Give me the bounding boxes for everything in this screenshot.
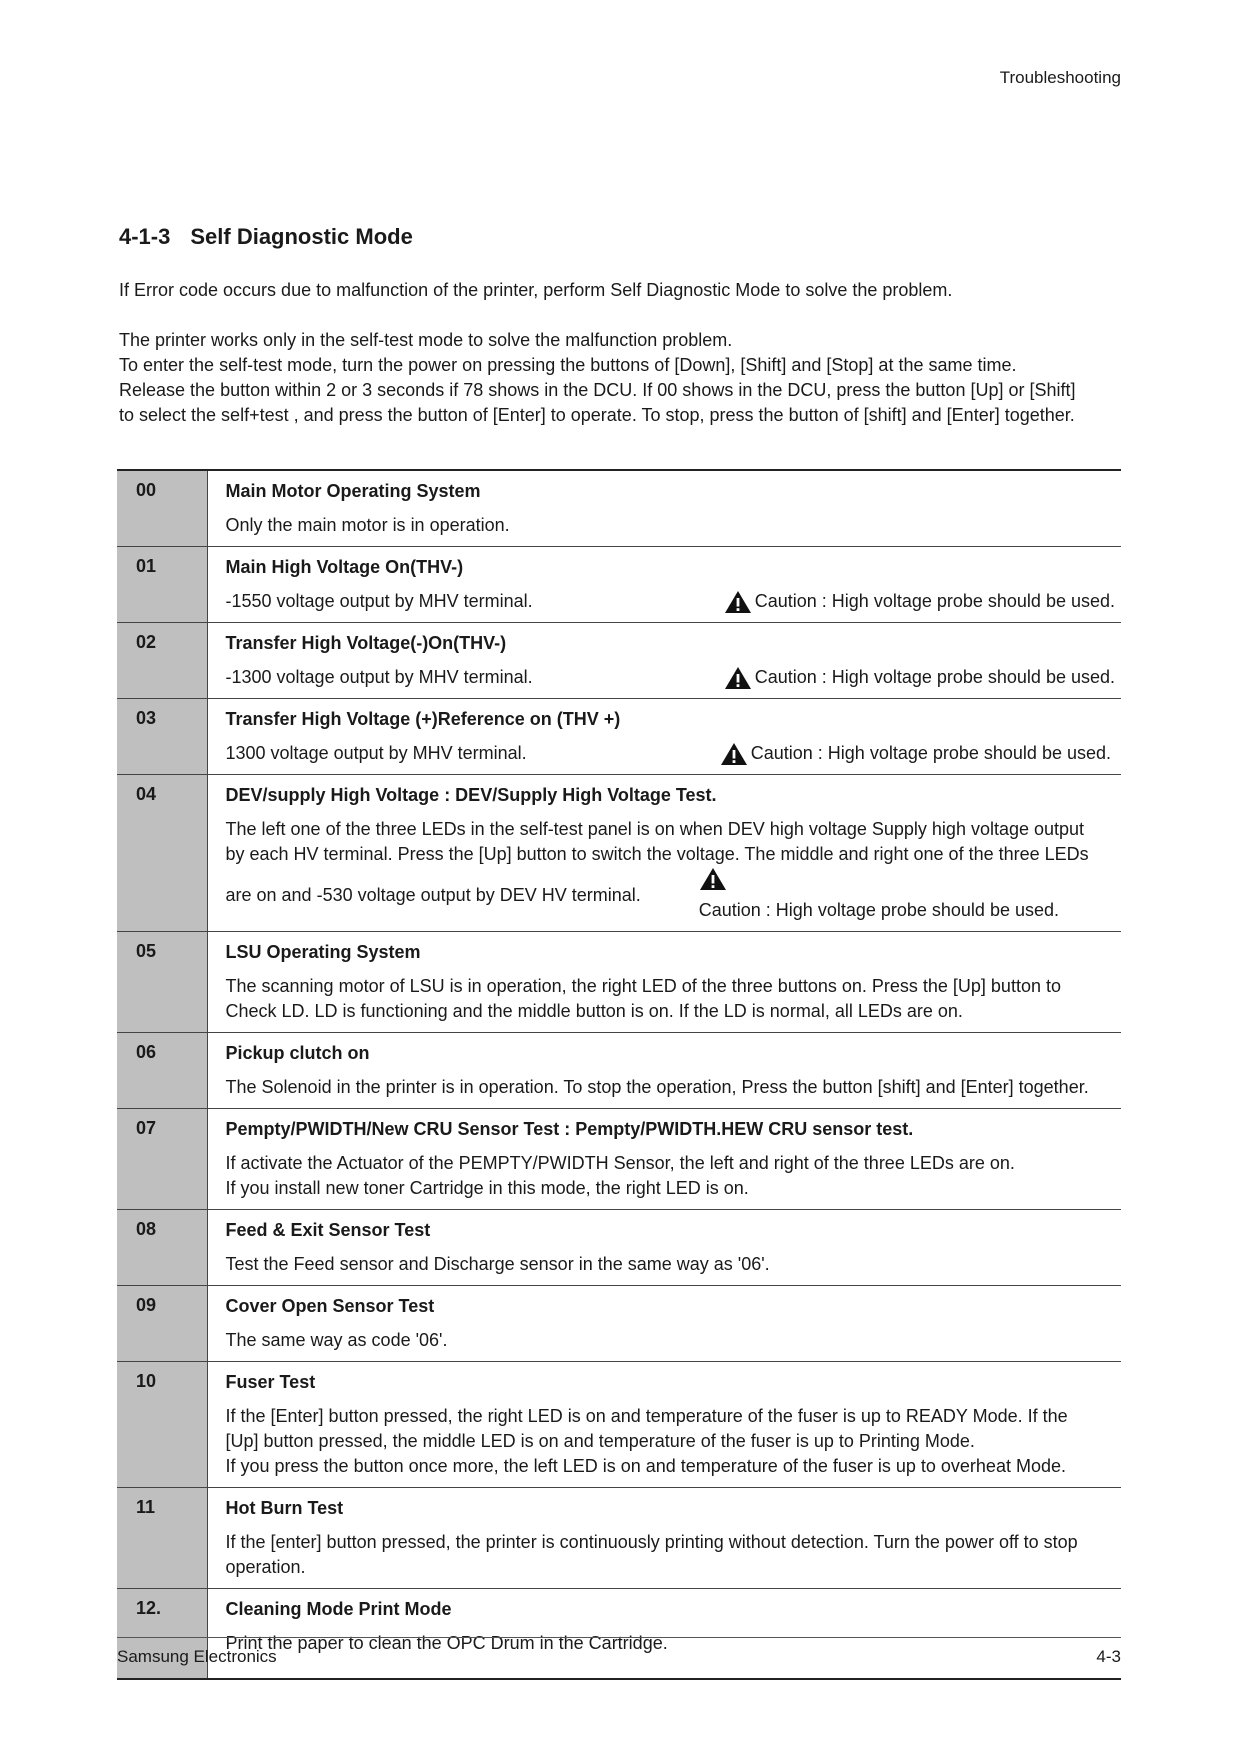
test-description: 1300 voltage output by MHV terminal. (225, 743, 527, 763)
description-line: If the [Enter] button pressed, the right LED is on and temperature of the fuser is up to READY Mode. If the (225, 1406, 1068, 1426)
test-content (207, 1589, 1121, 1680)
test-content (207, 1286, 1121, 1362)
table-row (117, 1286, 1121, 1362)
test-code: 05 (117, 932, 207, 1033)
test-description: Test the Feed sensor and Discharge sensor in the same way as '06'. (225, 1254, 770, 1274)
table-row (117, 1210, 1121, 1286)
footer-divider (117, 1637, 1121, 1638)
test-content (207, 547, 1121, 623)
test-code: 12. (117, 1589, 207, 1680)
test-title: Pickup clutch on (225, 1043, 370, 1063)
test-content (207, 470, 1121, 547)
description-line: are on and -530 voltage output by DEV HV terminal. (225, 884, 641, 905)
warning-triangle-icon (699, 867, 727, 891)
test-title: Transfer High Voltage (+)Reference on (THV +) (225, 709, 621, 729)
test-title: Feed & Exit Sensor Test (225, 1220, 431, 1240)
table-row (117, 775, 1121, 932)
test-description: The same way as code '06'. (225, 1330, 448, 1350)
test-content (207, 1109, 1121, 1210)
test-content (207, 932, 1121, 1033)
warning-triangle-icon (720, 742, 748, 766)
description-line-with-caution (226, 867, 1116, 923)
test-title: Pempty/PWIDTH/New CRU Sensor Test : Pempty/PWIDTH.HEW CRU sensor test. (225, 1119, 914, 1139)
test-title: Fuser Test (225, 1372, 316, 1392)
caution-text: Caution : High voltage probe should be used. (754, 667, 1115, 687)
description-line: The scanning motor of LSU is in operation, the right LED of the three buttons on. Press the [Up] button to (225, 976, 1061, 996)
footer-company: Samsung Electronics (117, 1647, 277, 1666)
table-row (117, 470, 1121, 547)
running-header: Troubleshooting (999, 68, 1121, 87)
test-description: -1300 voltage output by MHV terminal. (225, 667, 533, 687)
test-title: Cleaning Mode Print Mode (225, 1599, 452, 1619)
description-line: The left one of the three LEDs in the self-test panel is on when DEV high voltage Supply high voltage output (225, 819, 1085, 839)
test-content (207, 623, 1121, 699)
table-row (117, 699, 1121, 775)
test-description-line (226, 665, 1116, 690)
description-line: Check LD. LD is functioning and the middle button is on. If the LD is normal, all LEDs are on. (225, 1001, 963, 1021)
test-description (226, 1530, 1116, 1580)
intro-line: Release the button within 2 or 3 seconds if 78 shows in the DCU. If 00 shows in the DCU, press the button [Up] or [Shift] (119, 380, 1076, 400)
description-line: If you press the button once more, the left LED is on and temperature of the fuser is up to overheat Mode. (225, 1456, 1066, 1476)
test-content (207, 1362, 1121, 1488)
description-line: If activate the Actuator of the PEMPTY/PWIDTH Sensor, the left and right of the three LEDs are on. (225, 1153, 1015, 1173)
test-code: 10 (117, 1362, 207, 1488)
test-description-line (226, 741, 1116, 766)
intro-paragraph-2 (119, 328, 1129, 428)
caution-text: Caution : High voltage probe should be used. (698, 900, 1059, 920)
test-code: 04 (117, 775, 207, 932)
test-description: Only the main motor is in operation. (225, 515, 510, 535)
table-row (117, 1362, 1121, 1488)
test-title: Main Motor Operating System (225, 481, 481, 501)
intro-line: The printer works only in the self-test mode to solve the malfunction problem. (119, 330, 733, 350)
test-description: -1550 voltage output by MHV terminal. (225, 591, 533, 611)
test-title: DEV/supply High Voltage : DEV/Supply High Voltage Test. (225, 785, 717, 805)
table-row (117, 1488, 1121, 1589)
test-description-line (226, 589, 1116, 614)
description-line: If you install new toner Cartridge in this mode, the right LED is on. (225, 1178, 749, 1198)
test-title: Hot Burn Test (225, 1498, 344, 1518)
page-number: 4-3 (1096, 1647, 1121, 1666)
warning-triangle-icon (724, 590, 752, 614)
test-description (226, 817, 1116, 923)
warning-triangle-icon (724, 666, 752, 690)
intro-line: To enter the self-test mode, turn the power on pressing the buttons of [Down], [Shift] and [Stop] at the same time. (119, 355, 1017, 375)
test-code: 07 (117, 1109, 207, 1210)
test-content (207, 775, 1121, 932)
description-line: If the [enter] button pressed, the printer is continuously printing without detection. Turn the power off to stop (225, 1532, 1078, 1552)
section-title: Self Diagnostic Mode (190, 224, 413, 249)
test-description: Print the paper to clean the OPC Drum in the Cartridge. (225, 1633, 668, 1653)
test-title: LSU Operating System (225, 942, 421, 962)
test-title: Cover Open Sensor Test (225, 1296, 435, 1316)
test-content (207, 699, 1121, 775)
caution-text: Caution : High voltage probe should be used. (754, 591, 1115, 611)
table-row (117, 1033, 1121, 1109)
section-heading (119, 224, 413, 250)
diagnostic-table (117, 469, 1121, 1680)
test-description (226, 974, 1116, 1024)
test-title: Main High Voltage On(THV-) (225, 557, 464, 577)
test-code: 11 (117, 1488, 207, 1589)
caution-note (724, 665, 1115, 690)
test-code: 03 (117, 699, 207, 775)
description-line: [Up] button pressed, the middle LED is on and temperature of the fuser is up to Printing Mode. (225, 1431, 975, 1451)
test-code: 08 (117, 1210, 207, 1286)
test-title: Transfer High Voltage(-)On(THV-) (225, 633, 507, 653)
section-number: 4-1-3 (119, 224, 171, 249)
test-content (207, 1210, 1121, 1286)
table-row (117, 547, 1121, 623)
test-code: 06 (117, 1033, 207, 1109)
test-code: 00 (117, 470, 207, 547)
test-content (207, 1488, 1121, 1589)
test-description (226, 1151, 1116, 1201)
intro-paragraph-1: If Error code occurs due to malfunction of the printer, perform Self Diagnostic Mode to solve the problem. (119, 280, 953, 300)
test-content (207, 1033, 1121, 1109)
description-line: by each HV terminal. Press the [Up] button to switch the voltage. The middle and right one of the three LEDs (225, 844, 1089, 864)
test-code: 01 (117, 547, 207, 623)
test-description: The Solenoid in the printer is in operation. To stop the operation, Press the button [shift] and [Enter] together. (225, 1077, 1089, 1097)
intro-line: to select the self+test , and press the button of [Enter] to operate. To stop, press the button of [shift] and [Enter] together. (119, 405, 1075, 425)
test-code: 09 (117, 1286, 207, 1362)
table-row (117, 932, 1121, 1033)
caution-text: Caution : High voltage probe should be used. (750, 743, 1111, 763)
caution-note (720, 741, 1111, 766)
caution-note (699, 867, 1059, 923)
test-description (226, 1404, 1116, 1479)
table-row (117, 1109, 1121, 1210)
table-row (117, 623, 1121, 699)
test-code: 02 (117, 623, 207, 699)
caution-note (724, 589, 1115, 614)
description-line: operation. (225, 1557, 306, 1577)
